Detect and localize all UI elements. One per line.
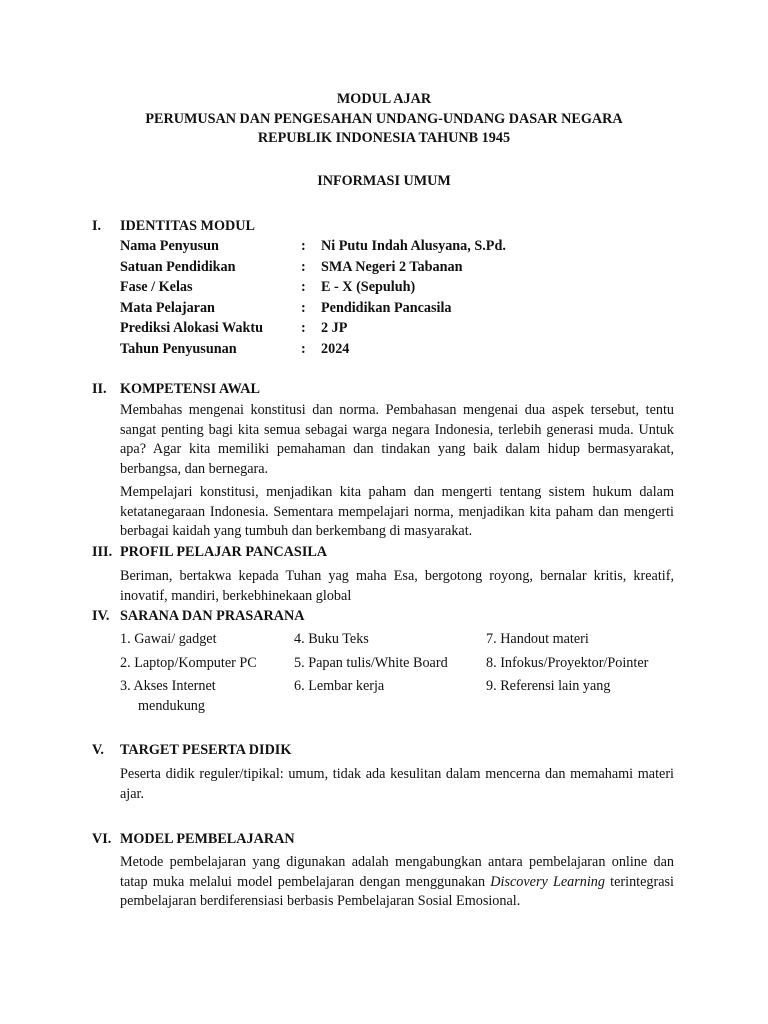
identity-row bbox=[120, 237, 506, 258]
identity-label: Satuan Pendidikan bbox=[120, 258, 236, 275]
sarana-list bbox=[120, 630, 680, 720]
identity-row bbox=[120, 319, 506, 340]
identity-label: Prediksi Alokasi Waktu bbox=[120, 320, 263, 336]
section-heading-profil bbox=[92, 543, 327, 563]
section-heading-sarana bbox=[92, 607, 304, 627]
sarana-item-continuation: mendukung bbox=[138, 697, 205, 714]
sarana-item: 4. Buku Teks bbox=[294, 631, 369, 647]
sarana-row bbox=[120, 654, 680, 678]
identity-row bbox=[120, 278, 506, 299]
paragraph: Beriman, bertakwa kepada Tuhan yag maha Esa, bergotong royong, bernalar kritis, kreatif, inovatif, mandiri, berkebhinekaan global bbox=[120, 568, 674, 604]
identity-value: 2024 bbox=[321, 340, 350, 357]
identity-label: Mata Pelajaran bbox=[120, 299, 215, 316]
identity-label: Tahun Penyusunan bbox=[120, 340, 237, 357]
sarana-item: 7. Handout materi bbox=[486, 631, 589, 647]
identity-label: Nama Penyusun bbox=[120, 238, 219, 254]
identity-value: SMA Negeri 2 Tabanan bbox=[321, 258, 463, 275]
section-heading-identitas bbox=[92, 217, 255, 237]
document-header bbox=[0, 90, 768, 149]
identity-table bbox=[120, 237, 506, 360]
identity-value: 2 JP bbox=[321, 320, 348, 336]
identity-colon: : bbox=[301, 340, 306, 357]
model-name-italic: Discovery Learning bbox=[490, 873, 605, 890]
section-title: MODEL PEMBELAJARAN bbox=[120, 831, 295, 847]
identity-colon: : bbox=[301, 299, 306, 316]
sarana-item: 6. Lembar kerja bbox=[294, 678, 385, 694]
model-text-part1: Metode pembelajaran yang digunakan adalah mengabungkan antara pembelajaran online dan tatap muka melalui model pembelajaran dengan menggunakan bbox=[120, 854, 674, 890]
section-number: III. bbox=[92, 544, 113, 560]
model-text bbox=[120, 853, 674, 916]
document-subtitle-line2: REPUBLIK INDONESIA TAHUNB 1945 bbox=[257, 130, 511, 146]
identity-label: Fase / Kelas bbox=[120, 279, 193, 295]
section-title: SARANA DAN PRASARANA bbox=[120, 608, 305, 624]
sarana-item: 8. Infokus/Proyektor/Pointer bbox=[486, 654, 649, 671]
sarana-item: 5. Papan tulis/White Board bbox=[294, 654, 448, 671]
sarana-item: 2. Laptop/Komputer PC bbox=[120, 654, 257, 671]
sarana-row bbox=[120, 697, 680, 721]
identity-row bbox=[120, 340, 506, 361]
section-number: IV. bbox=[92, 608, 110, 624]
sarana-item: 1. Gawai/ gadget bbox=[120, 631, 217, 647]
identity-row bbox=[120, 299, 506, 320]
sarana-row bbox=[120, 630, 680, 654]
paragraph: Mempelajari konstitusi, menjadikan kita paham dan mengerti tentang sistem hukum dalam ketatanegaraan Indonesia. Sementara mempelajari norma, menjadikan kita paham dan mengerti berbagai kaidah yang tumbuh dan berkembang di masyarakat. bbox=[120, 484, 674, 539]
sarana-item: 3. Akses Internet bbox=[120, 678, 216, 694]
identity-colon: : bbox=[301, 279, 306, 295]
section-title: KOMPETENSI AWAL bbox=[120, 381, 260, 397]
paragraph bbox=[120, 853, 674, 912]
section-title: TARGET PESERTA DIDIK bbox=[120, 742, 292, 758]
paragraph: Peserta didik reguler/tipikal: umum, tidak ada kesulitan dalam mencerna dan memahami materi ajar. bbox=[120, 766, 674, 802]
identity-value: Pendidikan Pancasila bbox=[321, 299, 452, 316]
identity-value: E - X (Sepuluh) bbox=[321, 279, 416, 295]
document-title: MODUL AJAR bbox=[336, 91, 432, 107]
identity-row bbox=[120, 258, 506, 279]
section-title: PROFIL PELAJAR PANCASILA bbox=[120, 544, 328, 560]
section-heading-kompetensi bbox=[92, 380, 260, 400]
target-text bbox=[120, 765, 674, 808]
identity-colon: : bbox=[301, 258, 306, 275]
section-number: VI. bbox=[92, 831, 112, 847]
identity-colon: : bbox=[301, 238, 306, 254]
profil-text bbox=[120, 567, 674, 610]
section-title: IDENTITAS MODUL bbox=[120, 218, 255, 234]
model-text-part2: terintegrasi pembelajaran berdiferensiasi berbasis Pembelajaran Sosial Emosional. bbox=[120, 873, 674, 909]
identity-value: Ni Putu Indah Alusyana, S.Pd. bbox=[321, 238, 506, 254]
sarana-row bbox=[120, 677, 680, 697]
info-heading: INFORMASI UMUM bbox=[317, 173, 451, 189]
document-subtitle-line1: PERUMUSAN DAN PENGESAHAN UNDANG-UNDANG DASAR NEGARA bbox=[145, 110, 623, 127]
kompetensi-text bbox=[120, 401, 674, 546]
sarana-item: 9. Referensi lain yang bbox=[486, 678, 611, 694]
section-number: V. bbox=[92, 742, 104, 758]
section-heading-model bbox=[92, 830, 295, 850]
section-number: II. bbox=[92, 381, 107, 397]
section-number: I. bbox=[92, 218, 102, 234]
identity-colon: : bbox=[301, 320, 306, 336]
section-heading-target bbox=[92, 741, 291, 761]
paragraph: Membahas mengenai konstitusi dan norma. Pembahasan mengenai dua aspek tersebut, tentu sangat penting bagi kita semua sebagai warga negara Indonesia, terlebih generasi muda. Untuk apa? Agar kita memiliki pemahaman dan tindakan yang baik dalam hidup bermasyarakat, berbangsa, dan bernegara. bbox=[120, 402, 674, 477]
